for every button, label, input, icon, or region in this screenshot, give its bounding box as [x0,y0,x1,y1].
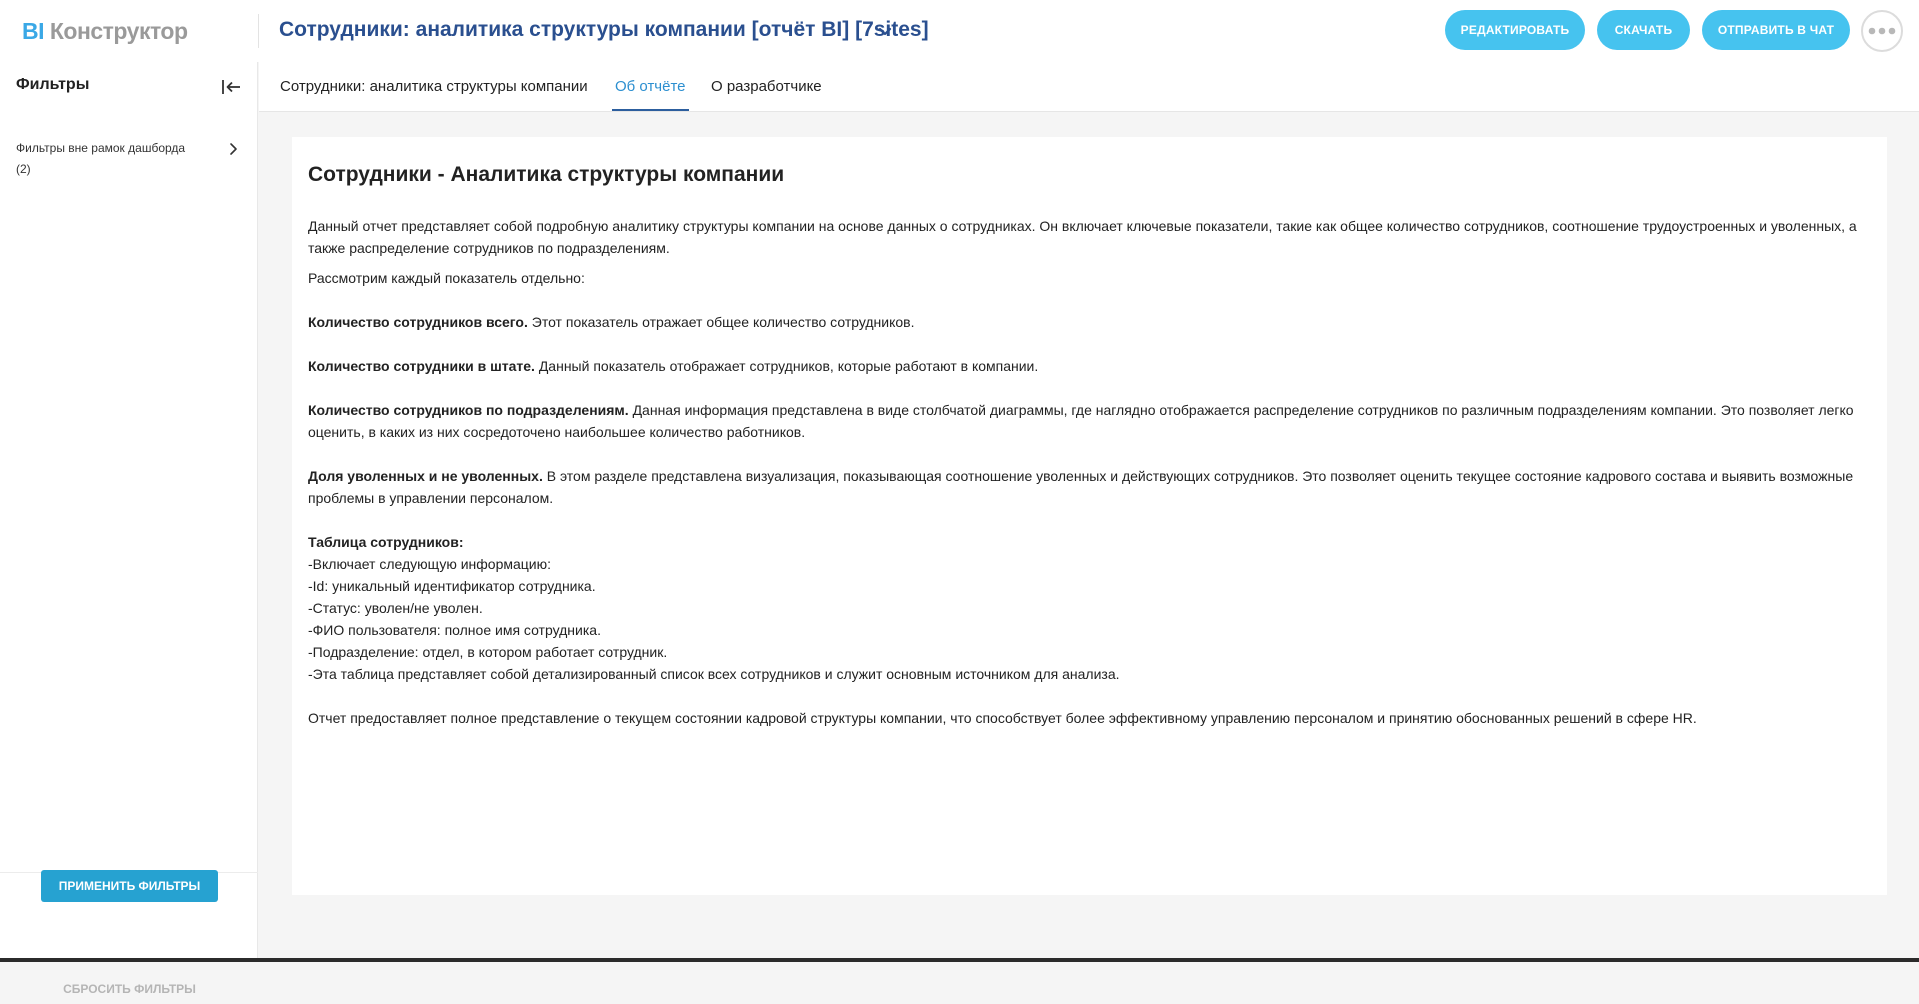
report-description [308,163,1873,729]
edit-button[interactable]: РЕДАКТИРОВАТЬ [1445,10,1585,50]
table-line: -Id: уникальный идентификатор сотрудника. [308,578,596,594]
filters-outside-text: Фильтры вне рамок дашборда [16,141,186,155]
sidebar-title: Фильтры [16,76,90,93]
filters-outside-label [16,138,206,180]
table-line: -Эта таблица представляет собой детализированный список всех сотрудников и служит основным источником для анализа. [308,666,1120,682]
report-description-card [292,137,1887,895]
description-title: Сотрудники - Аналитика структуры компании [308,163,785,186]
section-by-department-text: Данная информация представлена в виде столбчатой диаграммы, где наглядно отображается распределение сотрудников по различным подразделениям компании. Это позволяет легко оценить, в каких из них сосредоточено наибольшее количество работников. [308,402,1854,440]
filters-outside-count: (2) [16,162,31,176]
more-options-button[interactable] [1861,10,1903,52]
intro-paragraph: Данный отчет представляет собой подробную аналитику структуры компании на основе данных о сотрудниках. Он включает ключевые показатели, такие как общее количество сотрудников, соотношение трудоустроенных и уволенных, а также распределение сотрудников по подразделениям. [308,218,1857,256]
chevron-right-icon [225,141,241,157]
report-title[interactable]: Сотрудники: аналитика структуры компании [отчёт BI] [7sites] [279,18,929,41]
section-dismissed-share-text: В этом разделе представлена визуализация, показывающая соотношение уволенных и действующих сотрудников. Это позволяет оценить текущее состояние кадрового состава и выявить возможные проблемы в управлении персоналом. [308,468,1854,506]
section-by-department-title: Количество сотрудников по подразделениям. [308,402,629,418]
apply-filters-button[interactable]: ПРИМЕНИТЬ ФИЛЬТРЫ [41,870,218,902]
section-by-department [308,399,1873,443]
section-dismissed-share [308,465,1873,509]
tab-about-developer[interactable]: О разработчике [711,78,822,95]
section-staff-employees [308,355,1873,377]
reset-filters-button[interactable]: СБРОСИТЬ ФИЛЬТРЫ [41,974,218,1004]
section-staff-employees-text: Данный показатель отображает сотрудников, которые работают в компании. [534,358,1039,374]
conclusion-paragraph: Отчет предоставляет полное представление о текущем состоянии кадровой структуры компании, что способствует более эффективному управлению персоналом и принятию обоснованных решений в сфере HR. [308,710,1697,726]
logo-bi: BI [22,18,44,44]
logo[interactable] [22,18,188,45]
filters-outside-dashboard[interactable] [16,138,241,180]
section-dismissed-share-title: Доля уволенных и не уволенных. [308,468,543,484]
table-line: -Статус: уволен/не уволен. [308,600,483,616]
section-total-employees [308,311,1873,333]
more-dots-icon [1868,27,1896,35]
section-staff-employees-title: Количество сотрудники в штате. [308,358,535,374]
tab-dashboard[interactable]: Сотрудники: аналитика структуры компании [280,78,588,95]
lead-paragraph: Рассмотрим каждый показатель отдельно: [308,270,585,286]
download-button[interactable]: СКАЧАТЬ [1597,10,1690,50]
table-line: -Включает следующую информацию: [308,556,552,572]
section-total-employees-text: Этот показатель отражает общее количество сотрудников. [527,314,915,330]
table-heading: Таблица сотрудников: [308,534,464,550]
table-line: -Подразделение: отдел, в котором работает сотрудник. [308,644,668,660]
top-header [0,0,1919,62]
section-table-heading [308,531,1873,553]
section-total-employees-title: Количество сотрудников всего. [308,314,528,330]
table-line: -ФИО пользователя: полное имя сотрудника. [308,622,601,638]
logo-name: Конструктор [49,18,188,44]
header-divider [258,14,259,48]
collapse-left-icon[interactable] [220,76,242,98]
send-to-chat-button[interactable]: ОТПРАВИТЬ В ЧАТ [1702,10,1850,50]
tab-bar [259,62,1919,112]
filters-sidebar [0,62,258,996]
tab-about-report[interactable]: Об отчёте [612,78,689,111]
window-bottom-edge [0,958,1919,962]
chevron-down-icon[interactable] [875,22,895,42]
